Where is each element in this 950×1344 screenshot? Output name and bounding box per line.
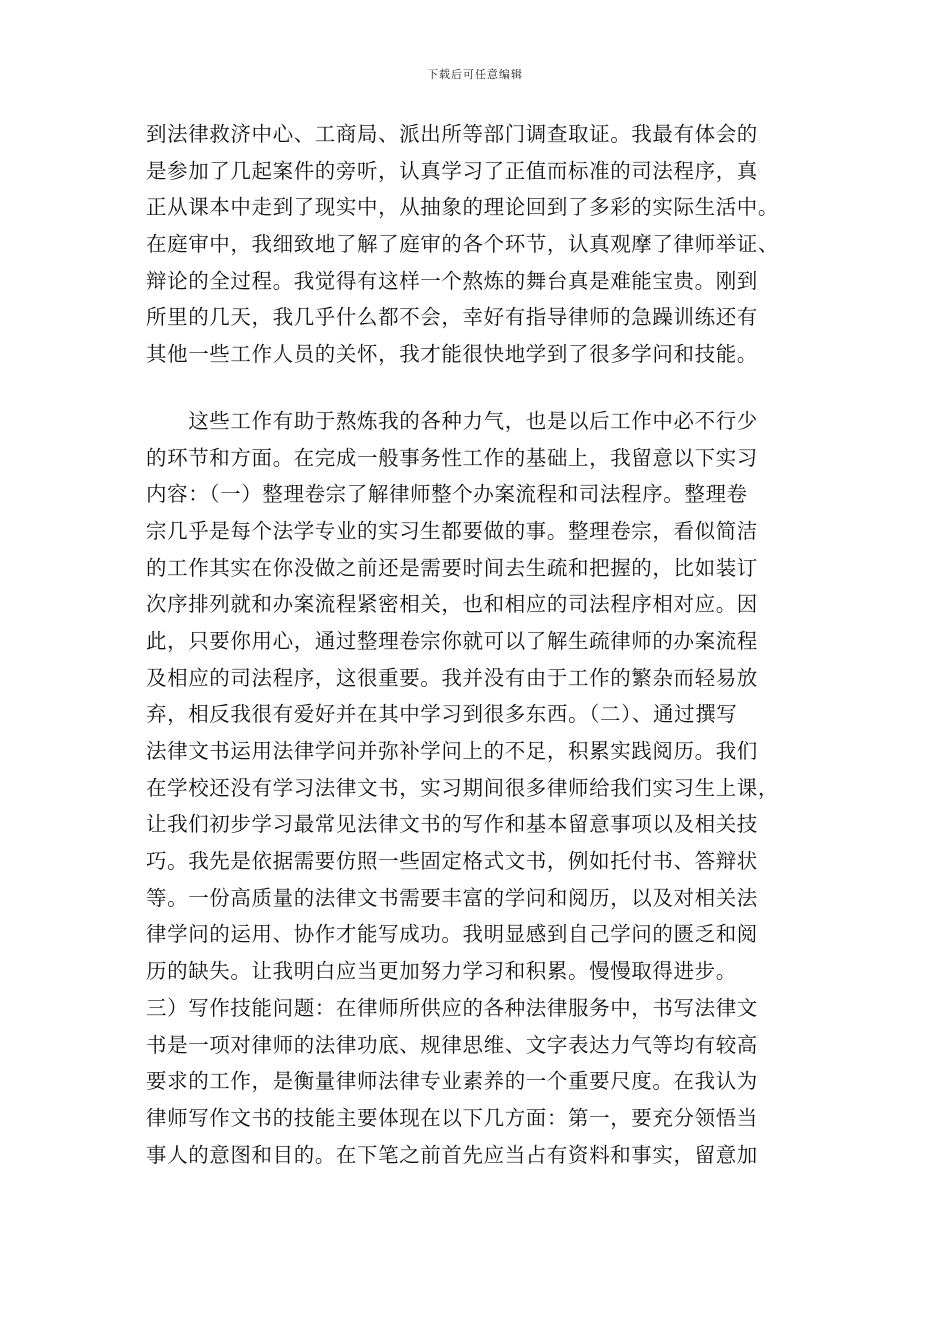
text-line: 弃，相反我很有爱好并在其中学习到很多东西。（二）、通过撰写 — [146, 702, 738, 727]
text-line: 历的缺失。让我明白应当更加努力学习和积累。慢慢取得进步。 — [146, 959, 737, 984]
text-line: 事人的意图和目的。在下笔之前首先应当占有资料和事实，留意加 — [146, 1142, 758, 1167]
text-line: 内容：（一）整理卷宗了解律师整个办案流程和司法程序。整理卷 — [146, 482, 748, 507]
text-line: 宗几乎是每个法学专业的实习生都要做的事。整理卷宗，看似简洁 — [146, 518, 758, 543]
text-line: 是参加了几起案件的旁听，认真学习了正值而标准的司法程序，真 — [146, 158, 758, 183]
text-line: 的工作其实在你没做之前还是需要时间去生疏和把握的，比如装订 — [146, 555, 758, 580]
page-header-note: 下载后可任意编辑 — [427, 68, 523, 81]
text-line: 巧。我先是依据需要仿照一些固定格式文书，例如托付书、答辩状 — [146, 849, 758, 874]
text-line: 在学校还没有学习法律文书，实习期间很多律师给我们实习生上课， — [146, 775, 779, 800]
text-line: 辩论的全过程。我觉得有这样一个熬炼的舞台真是难能宝贵。刚到 — [146, 268, 758, 293]
text-line: 三）写作技能问题：在律师所供应的各种法律服务中，书写法律文 — [146, 995, 758, 1020]
text-line: 让我们初步学习最常见法律文书的写作和基本留意事项以及相关技 — [146, 812, 758, 837]
text-line: 这些工作有助于熬炼我的各种力气，也是以后工作中必不行少 — [146, 408, 758, 433]
paragraph-1 — [146, 116, 806, 373]
text-line: 其他一些工作人员的关怀，我才能很快地学到了很多学问和技能。 — [146, 342, 758, 367]
text-line: 正从课本中走到了现实中，从抽象的理论回到了多彩的实际生活中。 — [146, 195, 779, 220]
text-line: 法律文书运用法律学问并弥补学问上的不足，积累实践阅历。我们 — [146, 739, 758, 763]
text-line: 律学问的运用、协作才能写成功。我明显感到自己学问的匮乏和阅 — [146, 922, 758, 947]
text-line: 在庭审中，我细致地了解了庭审的各个环节，认真观摩了律师举证、 — [146, 232, 779, 257]
text-line: 书是一项对律师的法律功底、规律思维、文字表达力气等均有较高 — [146, 1032, 758, 1057]
text-line: 次序排列就和办案流程紧密相关，也和相应的司法程序相对应。因 — [146, 592, 758, 617]
text-line: 等。一份高质量的法律文书需要丰富的学问和阅历，以及对相关法 — [146, 885, 758, 910]
text-line: 要求的工作，是衡量律师法律专业素养的一个重要尺度。在我认为 — [146, 1069, 758, 1094]
paragraph-2 — [146, 403, 806, 1173]
paragraph-spacer — [146, 373, 806, 403]
text-line: 所里的几天，我几乎什么都不会，幸好有指导律师的急躁训练还有 — [146, 305, 758, 330]
text-line: 的环节和方面。在完成一般事务性工作的基础上，我留意以下实习 — [146, 445, 758, 470]
text-line: 到法律救济中心、工商局、派出所等部门调查取证。我最有体会的 — [146, 122, 758, 146]
text-line: 及相应的司法程序，这很重要。我并没有由于工作的繁杂而轻易放 — [146, 665, 758, 690]
document-body — [146, 116, 806, 1173]
text-line: 此，只要你用心，通过整理卷宗你就可以了解生疏律师的办案流程 — [146, 628, 758, 653]
text-line: 律师写作文书的技能主要体现在以下几方面：第一，要充分领悟当 — [146, 1105, 758, 1130]
